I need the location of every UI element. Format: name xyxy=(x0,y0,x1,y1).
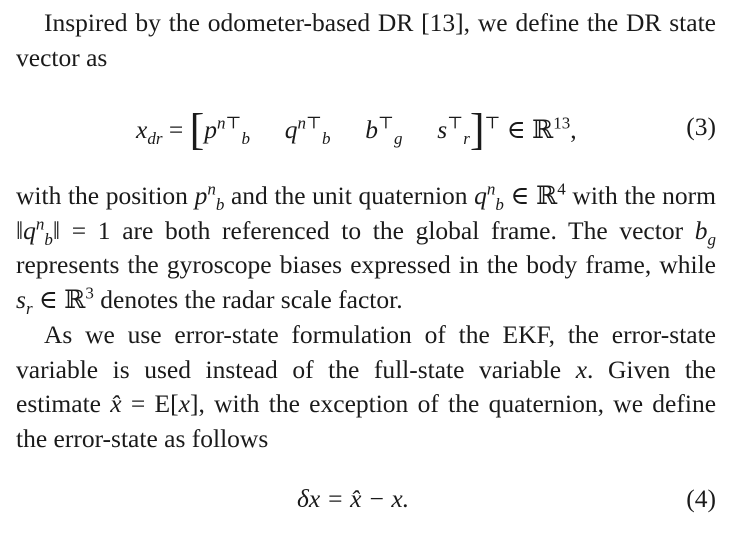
eq3-elem-q-sup: n⊤ xyxy=(297,113,322,133)
math-s-r-in-r3: $s_r$ ∈ ℝ$^3$ xyxy=(16,283,94,318)
p3-text-2: . Given the estimate xyxy=(16,354,716,418)
left-bracket: [ xyxy=(189,105,205,154)
eq3-elem-b: b xyxy=(365,115,378,144)
eq3-elem-s: s xyxy=(437,115,448,144)
math-b-g: $b_g$ xyxy=(694,215,716,249)
equation-3-body xyxy=(136,104,577,155)
eq3-lhs: x xyxy=(136,115,148,144)
eq3-elem-p-sup: n⊤ xyxy=(217,113,242,133)
p3-text-1: As we use error-state formulation of the EKF, the error-state variable is used instead of the full-state variable xyxy=(16,320,716,384)
equation-4 xyxy=(0,482,738,522)
equation-4-number: (4) xyxy=(686,484,716,513)
math-p-b-n: $p^n_b$ xyxy=(194,179,225,215)
paragraph-intro xyxy=(16,6,716,75)
math-x: x xyxy=(575,354,588,384)
eq3-elem-b-sup: ⊤ xyxy=(378,113,394,133)
p2-text-5: represents the gyroscope biases expressed in the body frame, while xyxy=(16,250,716,279)
p2-text-2: and the unit quaternion xyxy=(224,181,475,210)
p2-text-6: denotes the radar scale factor. xyxy=(93,284,403,314)
paragraph-intro-text: Inspired by the odometer-based DR [13], we define the DR state vector as xyxy=(16,8,716,72)
p3-text-3: , with the exception of the quaternion, we define the error-state as follows xyxy=(16,389,717,453)
math-q-b-n-in-r4: $q^n_b$ ∈ ℝ$^4$ xyxy=(474,179,566,215)
eq3-lhs-sub: dr xyxy=(147,129,163,149)
eq3-trailing: , xyxy=(570,115,577,144)
eq3-elem-q-sub: b xyxy=(322,129,331,149)
p2-text-4: are both referenced to the global frame. The vector xyxy=(110,215,695,245)
math-norm: $‖q^n_b‖ = 1$ xyxy=(16,214,111,249)
eq3-dimension: 13 xyxy=(553,113,571,133)
paragraph-error-state xyxy=(16,318,716,456)
eq3-equals: = xyxy=(168,115,184,144)
eq3-elem-b-sub: g xyxy=(394,129,403,149)
eq3-membership: ∈ ℝ xyxy=(506,115,554,144)
eq3-transpose: ⊤ xyxy=(484,113,501,133)
eq3-elem-s-sub: r xyxy=(463,129,470,149)
eq3-elem-p: p xyxy=(204,115,217,144)
math-estimate: x̂ = E[x] xyxy=(110,389,199,418)
p2-text-1: with the position xyxy=(16,181,195,210)
p2-text-3: with the norm xyxy=(565,181,716,210)
equation-3-number: (3) xyxy=(686,112,716,141)
equation-3 xyxy=(0,86,738,160)
eq3-elem-p-sub: b xyxy=(241,129,250,149)
right-bracket: ] xyxy=(469,105,485,154)
equation-4-body: δx = x̂ − x. xyxy=(297,484,410,513)
eq3-elem-q: q xyxy=(284,115,298,144)
paragraph-definitions xyxy=(16,179,716,317)
eq3-elem-s-sup: ⊤ xyxy=(447,113,464,133)
